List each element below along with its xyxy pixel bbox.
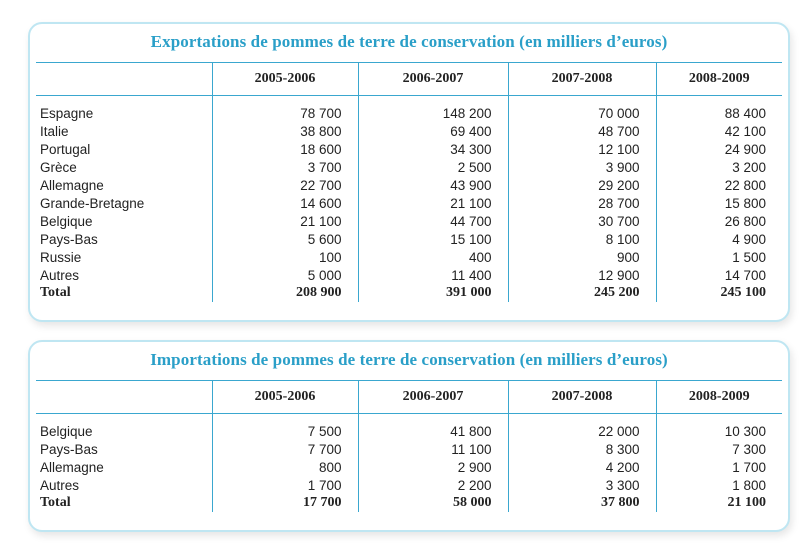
- total-row: [36, 284, 782, 302]
- table-row: [36, 476, 782, 494]
- value-cell: 38 800: [212, 122, 358, 140]
- import-table-title: Importations de pommes de terre de conservation (en milliers d’euros): [150, 350, 668, 369]
- value-cell: 10 300: [656, 422, 782, 440]
- table-row: [36, 104, 782, 122]
- value-cell: 15 800: [656, 194, 782, 212]
- export-header-row: [36, 63, 782, 96]
- value-cell: 24 900: [656, 140, 782, 158]
- value-cell: 8 300: [508, 440, 656, 458]
- table-row: [36, 440, 782, 458]
- export-table: [36, 62, 782, 302]
- value-cell: 15 100: [358, 230, 508, 248]
- country-cell: Portugal: [40, 141, 91, 157]
- value-cell: 3 300: [508, 476, 656, 494]
- spacer-cell: [358, 414, 508, 423]
- value-cell: 69 400: [358, 122, 508, 140]
- value-cell: 7 300: [656, 440, 782, 458]
- value-cell: 11 400: [358, 266, 508, 284]
- total-value: 245 200: [508, 284, 656, 302]
- country-cell: Allemagne: [40, 177, 104, 193]
- export-panel: [28, 22, 790, 322]
- value-cell: 22 000: [508, 422, 656, 440]
- country-cell: Allemagne: [40, 459, 104, 475]
- value-cell: 2 500: [358, 158, 508, 176]
- value-cell: 2 200: [358, 476, 508, 494]
- value-cell: 8 100: [508, 230, 656, 248]
- country-cell: Belgique: [40, 213, 93, 229]
- value-cell: 41 800: [358, 422, 508, 440]
- value-cell: 30 700: [508, 212, 656, 230]
- value-cell: 22 700: [212, 176, 358, 194]
- value-cell: 3 900: [508, 158, 656, 176]
- country-cell: Belgique: [40, 423, 93, 439]
- country-cell: Grande-Bretagne: [40, 195, 145, 211]
- value-cell: 70 000: [508, 104, 656, 122]
- column-header: 2005-2006: [212, 63, 358, 96]
- spacer-cell: [212, 414, 358, 423]
- value-cell: 1 700: [212, 476, 358, 494]
- column-header: 2007-2008: [508, 63, 656, 96]
- value-cell: 100: [212, 248, 358, 266]
- total-label: Total: [40, 285, 71, 300]
- country-cell: Italie: [40, 123, 69, 139]
- value-cell: 400: [358, 248, 508, 266]
- column-header: 2008-2009: [656, 381, 782, 414]
- total-row: [36, 494, 782, 512]
- value-cell: 7 500: [212, 422, 358, 440]
- value-cell: 88 400: [656, 104, 782, 122]
- country-cell: Espagne: [40, 105, 94, 121]
- value-cell: 800: [212, 458, 358, 476]
- table-row: [36, 422, 782, 440]
- table-row: [36, 212, 782, 230]
- total-value: 58 000: [358, 494, 508, 512]
- value-cell: 4 900: [656, 230, 782, 248]
- table-row: [36, 158, 782, 176]
- value-cell: 42 100: [656, 122, 782, 140]
- value-cell: 22 800: [656, 176, 782, 194]
- total-label: Total: [40, 495, 71, 510]
- table-row: [36, 248, 782, 266]
- value-cell: 14 700: [656, 266, 782, 284]
- value-cell: 48 700: [508, 122, 656, 140]
- spacer-row: [36, 96, 782, 105]
- spacer-cell: [36, 414, 212, 423]
- column-header: 2007-2008: [508, 381, 656, 414]
- table-row: [36, 230, 782, 248]
- country-cell: Russie: [40, 249, 82, 265]
- total-value: 37 800: [508, 494, 656, 512]
- value-cell: 148 200: [358, 104, 508, 122]
- value-cell: 900: [508, 248, 656, 266]
- country-cell: Autres: [40, 267, 80, 283]
- column-header: 2005-2006: [212, 381, 358, 414]
- total-value: 17 700: [212, 494, 358, 512]
- value-cell: 2 900: [358, 458, 508, 476]
- spacer-cell: [508, 414, 656, 423]
- table-row: [36, 194, 782, 212]
- table-row: [36, 176, 782, 194]
- spacer-row: [36, 414, 782, 423]
- total-value: 391 000: [358, 284, 508, 302]
- spacer-cell: [508, 96, 656, 105]
- spacer-cell: [212, 96, 358, 105]
- header-blank: [36, 381, 212, 414]
- value-cell: 26 800: [656, 212, 782, 230]
- value-cell: 44 700: [358, 212, 508, 230]
- value-cell: 21 100: [212, 212, 358, 230]
- value-cell: 18 600: [212, 140, 358, 158]
- export-table-title: Exportations de pommes de terre de conservation (en milliers d’euros): [150, 32, 668, 51]
- value-cell: 1 700: [656, 458, 782, 476]
- value-cell: 7 700: [212, 440, 358, 458]
- table-row: [36, 266, 782, 284]
- table-row: [36, 458, 782, 476]
- country-cell: Grèce: [40, 159, 77, 175]
- total-value: 21 100: [656, 494, 782, 512]
- value-cell: 4 200: [508, 458, 656, 476]
- spacer-cell: [36, 96, 212, 105]
- column-header: 2006-2007: [358, 63, 508, 96]
- import-panel: [28, 340, 790, 532]
- total-value: 245 100: [656, 284, 782, 302]
- column-header: 2008-2009: [656, 63, 782, 96]
- value-cell: 1 500: [656, 248, 782, 266]
- value-cell: 3 700: [212, 158, 358, 176]
- value-cell: 43 900: [358, 176, 508, 194]
- spacer-cell: [358, 96, 508, 105]
- import-table: [36, 380, 782, 512]
- value-cell: 28 700: [508, 194, 656, 212]
- value-cell: 78 700: [212, 104, 358, 122]
- value-cell: 1 800: [656, 476, 782, 494]
- total-value: 208 900: [212, 284, 358, 302]
- table-row: [36, 140, 782, 158]
- country-cell: Pays-Bas: [40, 231, 98, 247]
- value-cell: 12 900: [508, 266, 656, 284]
- value-cell: 11 100: [358, 440, 508, 458]
- value-cell: 29 200: [508, 176, 656, 194]
- value-cell: 34 300: [358, 140, 508, 158]
- value-cell: 3 200: [656, 158, 782, 176]
- value-cell: 5 000: [212, 266, 358, 284]
- country-cell: Autres: [40, 477, 80, 493]
- value-cell: 21 100: [358, 194, 508, 212]
- value-cell: 5 600: [212, 230, 358, 248]
- spacer-cell: [656, 414, 782, 423]
- column-header: 2006-2007: [358, 381, 508, 414]
- spacer-cell: [656, 96, 782, 105]
- value-cell: 14 600: [212, 194, 358, 212]
- country-cell: Pays-Bas: [40, 441, 98, 457]
- table-row: [36, 122, 782, 140]
- header-blank: [36, 63, 212, 96]
- value-cell: 12 100: [508, 140, 656, 158]
- import-header-row: [36, 381, 782, 414]
